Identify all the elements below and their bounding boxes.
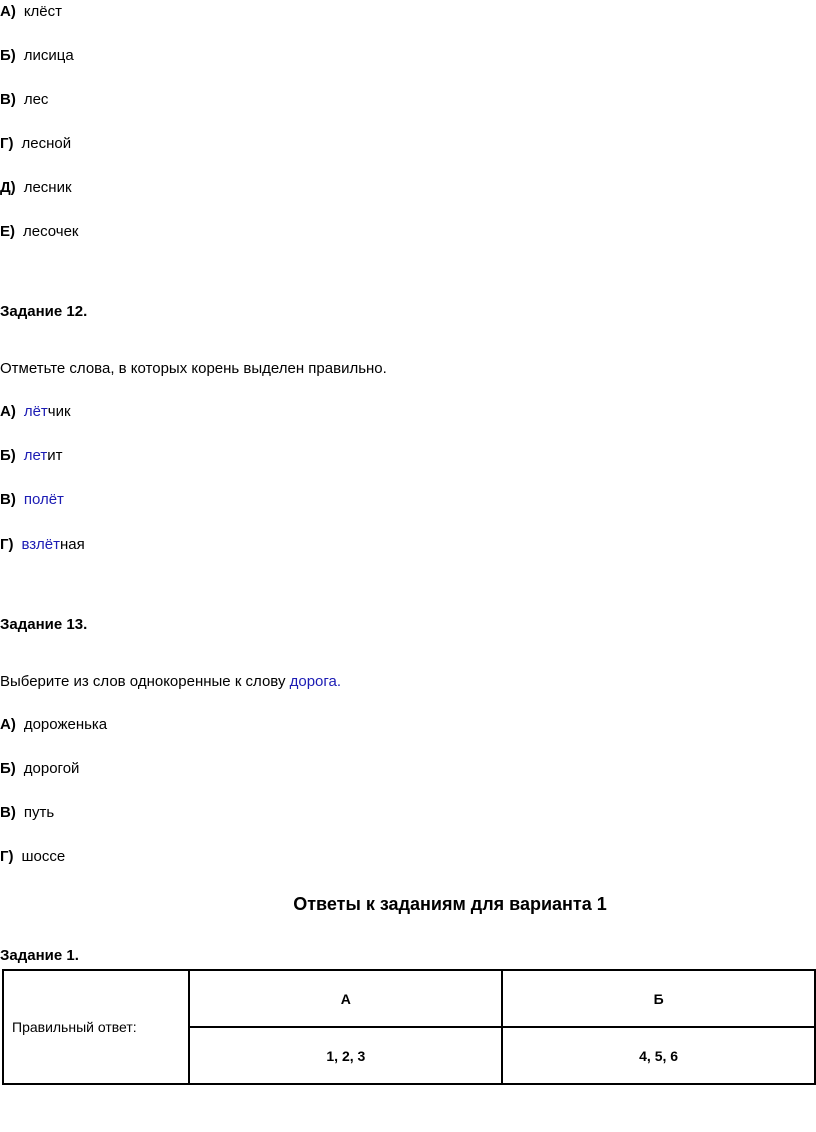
item-word: лесник bbox=[23, 179, 72, 196]
item-word: путь bbox=[23, 804, 55, 821]
word-root: лет bbox=[23, 447, 48, 464]
item-label: А) bbox=[0, 3, 16, 20]
task12-question: Отметьте слова, в которых корень выделен правильно. bbox=[0, 360, 387, 377]
row-label-cell: Правильный ответ: bbox=[3, 970, 189, 1084]
list-item bbox=[0, 222, 79, 242]
table-row bbox=[3, 970, 815, 1027]
item-label: Б) bbox=[0, 47, 16, 64]
list-item bbox=[0, 178, 72, 198]
item-label: В) bbox=[0, 804, 16, 821]
item-label: Б) bbox=[0, 760, 16, 777]
list-item bbox=[0, 2, 62, 22]
item-label: Г) bbox=[0, 135, 14, 152]
item-word: лесочек bbox=[23, 223, 79, 240]
answers-title: Ответы к заданиям для варианта 1 bbox=[293, 894, 607, 914]
task13-title: Задание 13. bbox=[0, 616, 88, 633]
list-item bbox=[0, 535, 85, 555]
word-rest: чик bbox=[47, 403, 71, 420]
header-cell: Б bbox=[502, 970, 815, 1027]
item-label: Б) bbox=[0, 447, 16, 464]
item-word: шоссе bbox=[21, 848, 66, 865]
list-item bbox=[0, 46, 74, 66]
list-item bbox=[0, 134, 71, 154]
item-label: Е) bbox=[0, 223, 15, 240]
word-root: лёт bbox=[23, 403, 48, 420]
task12-title: Задание 12. bbox=[0, 303, 88, 320]
question-text: Выберите из слов однокоренные к слову bbox=[0, 673, 290, 690]
item-word: дорогой bbox=[23, 760, 80, 777]
answer-table bbox=[2, 969, 816, 1085]
list-item bbox=[0, 847, 65, 867]
item-label: Д) bbox=[0, 179, 16, 196]
list-item bbox=[0, 446, 63, 466]
item-label: А) bbox=[0, 716, 16, 733]
word-root: взлёт bbox=[21, 536, 60, 553]
item-label: В) bbox=[0, 91, 16, 108]
value-cell: 4, 5, 6 bbox=[502, 1027, 815, 1084]
list-item bbox=[0, 90, 48, 110]
word-rest: ит bbox=[47, 447, 63, 464]
word-root: полёт bbox=[23, 491, 64, 508]
header-cell: А bbox=[189, 970, 502, 1027]
item-label: Г) bbox=[0, 536, 14, 553]
item-word: дороженька bbox=[23, 716, 108, 733]
value-cell: 1, 2, 3 bbox=[189, 1027, 502, 1084]
task1-title: Задание 1. bbox=[0, 947, 79, 964]
item-label: А) bbox=[0, 403, 16, 420]
list-item bbox=[0, 402, 71, 422]
item-label: В) bbox=[0, 491, 16, 508]
task13-question bbox=[0, 672, 341, 692]
item-word: лес bbox=[23, 91, 49, 108]
list-item bbox=[0, 759, 79, 779]
list-item bbox=[0, 803, 54, 823]
item-label: Г) bbox=[0, 848, 14, 865]
question-word: дорога. bbox=[289, 673, 342, 690]
item-word: клёст bbox=[23, 3, 63, 20]
word-rest: ная bbox=[59, 536, 85, 553]
list-item bbox=[0, 490, 64, 510]
list-item bbox=[0, 715, 107, 735]
item-word: лисица bbox=[23, 47, 74, 64]
item-word: лесной bbox=[21, 135, 72, 152]
